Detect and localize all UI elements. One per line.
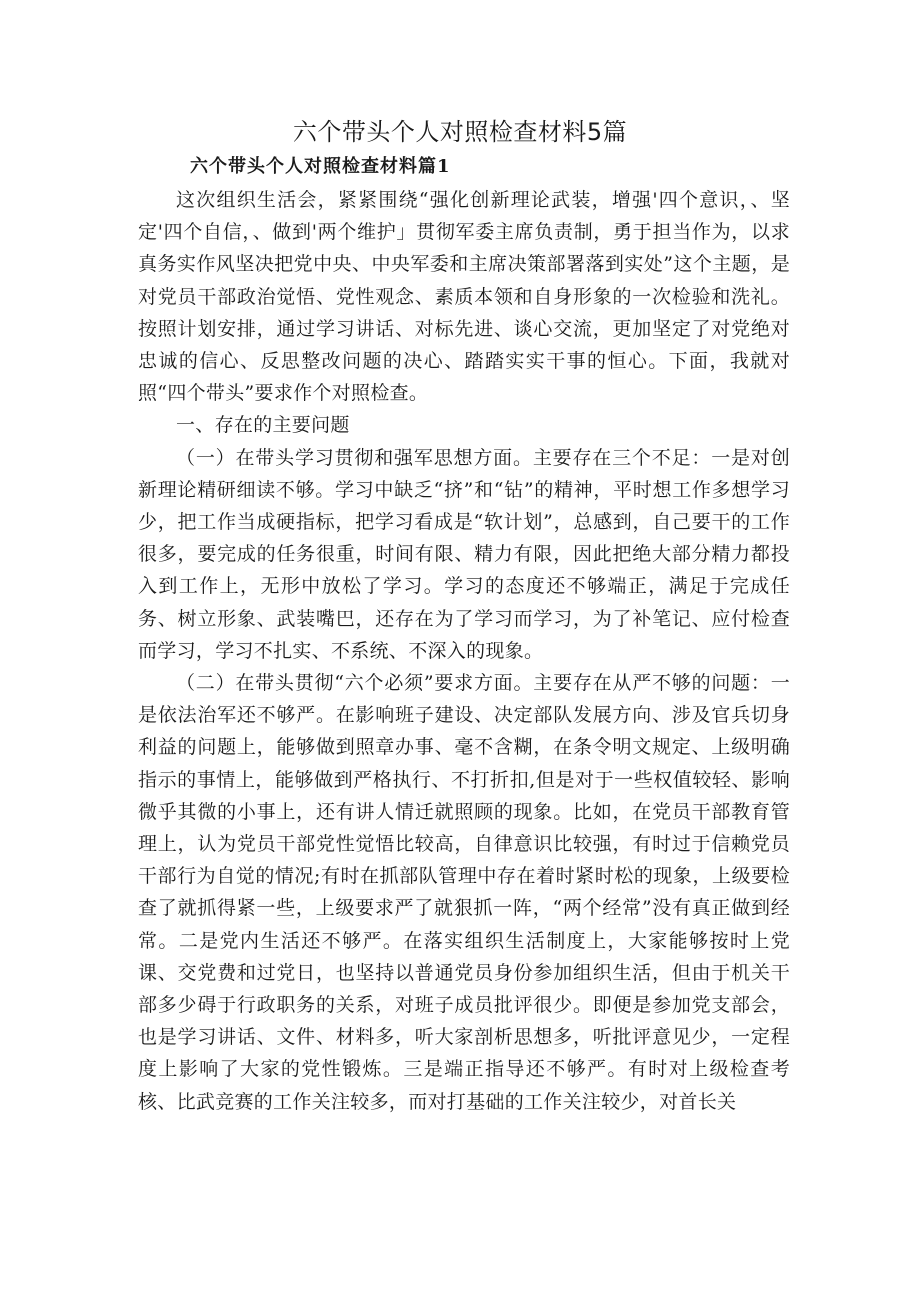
article-title: 六个带头个人对照检查材料篇1 [190,156,451,177]
section-heading: 一、存在的主要问题 [176,414,350,437]
document-body [138,184,790,1118]
document-title: 六个带头个人对照检查材料5篇 [292,118,628,146]
section-paragraph-1: （一）在带头学习贯彻和强军思想方面。主要存在三个不足：一是对创新理论精研细读不够。学习中缺乏“挤”和“钻”的精神，平时想工作多想学习少，把工作当成硬指标，把学习看成是“软计划”，总感到，自己要干的工作很多，要完成的任务很重，时间有限、精力有限，因此把绝大部分精力都投入到工作上，无形中放松了学习。学习的态度还不够端正，满足于完成任务、树立形象、武装嘴巴，还存在为了学习而学习，为了补笔记、应付检查而学习，学习不扎实、不系统、不深入的现象。 [138,446,790,662]
section-paragraph-2: （二）在带头贯彻“六个必须”要求方面。主要存在从严不够的问题：一是依法治军还不够严。在影响班子建设、决定部队发展方向、涉及官兵切身利益的问题上，能够做到照章办事、毫不含糊，在条令明文规定、上级明确指示的事情上，能够做到严格执行、不打折扣,但是对于一些权值较轻、影响微乎其微的小事上，还有讲人情迁就照顾的现象。比如，在党员干部教育管理上，认为党员干部党性觉悟比较高，自律意识比较强，有时过于信赖党员干部行为自觉的情况;有时在抓部队管理中存在着时紧时松的现象，上级要检查了就抓得紧一些，上级要求严了就狠抓一阵，“两个经常”没有真正做到经常。二是党内生活还不够严。在落实组织生活制度上，大家能够按时上党课、交党费和过党日，也坚持以普通党员身份参加组织生活，但由于机关干部多少碍于行政职务的关系，对班子成员批评很少。即便是参加党支部会，也是学习讲话、文件、材料多，听大家剖析思想多，听批评意见少，一定程度上影响了大家的党性锻炼。三是端正指导还不够严。有时对上级检查考核、比武竞赛的工作关注较多，而对打基础的工作关注较少，对首长关 [138,672,790,1113]
intro-paragraph: 这次组织生活会，紧紧围绕“强化创新理论武装，增强'四个意识，、坚定'四个自信，、做到'两个维护」贯彻军委主席负责制，勇于担当作为，以求真务实作风坚决把党中央、中央军委和主席决策部署落到实处”这个主题，是对党员干部政治觉悟、党性观念、素质本领和自身形象的一次检验和洗礼。按照计划安排，通过学习讲话、对标先进、谈心交流，更加坚定了对党绝对忠诚的信心、反思整改问题的决心、踏踏实实干事的恒心。下面，我就对照“四个带头”要求作个对照检查。 [138,189,790,405]
